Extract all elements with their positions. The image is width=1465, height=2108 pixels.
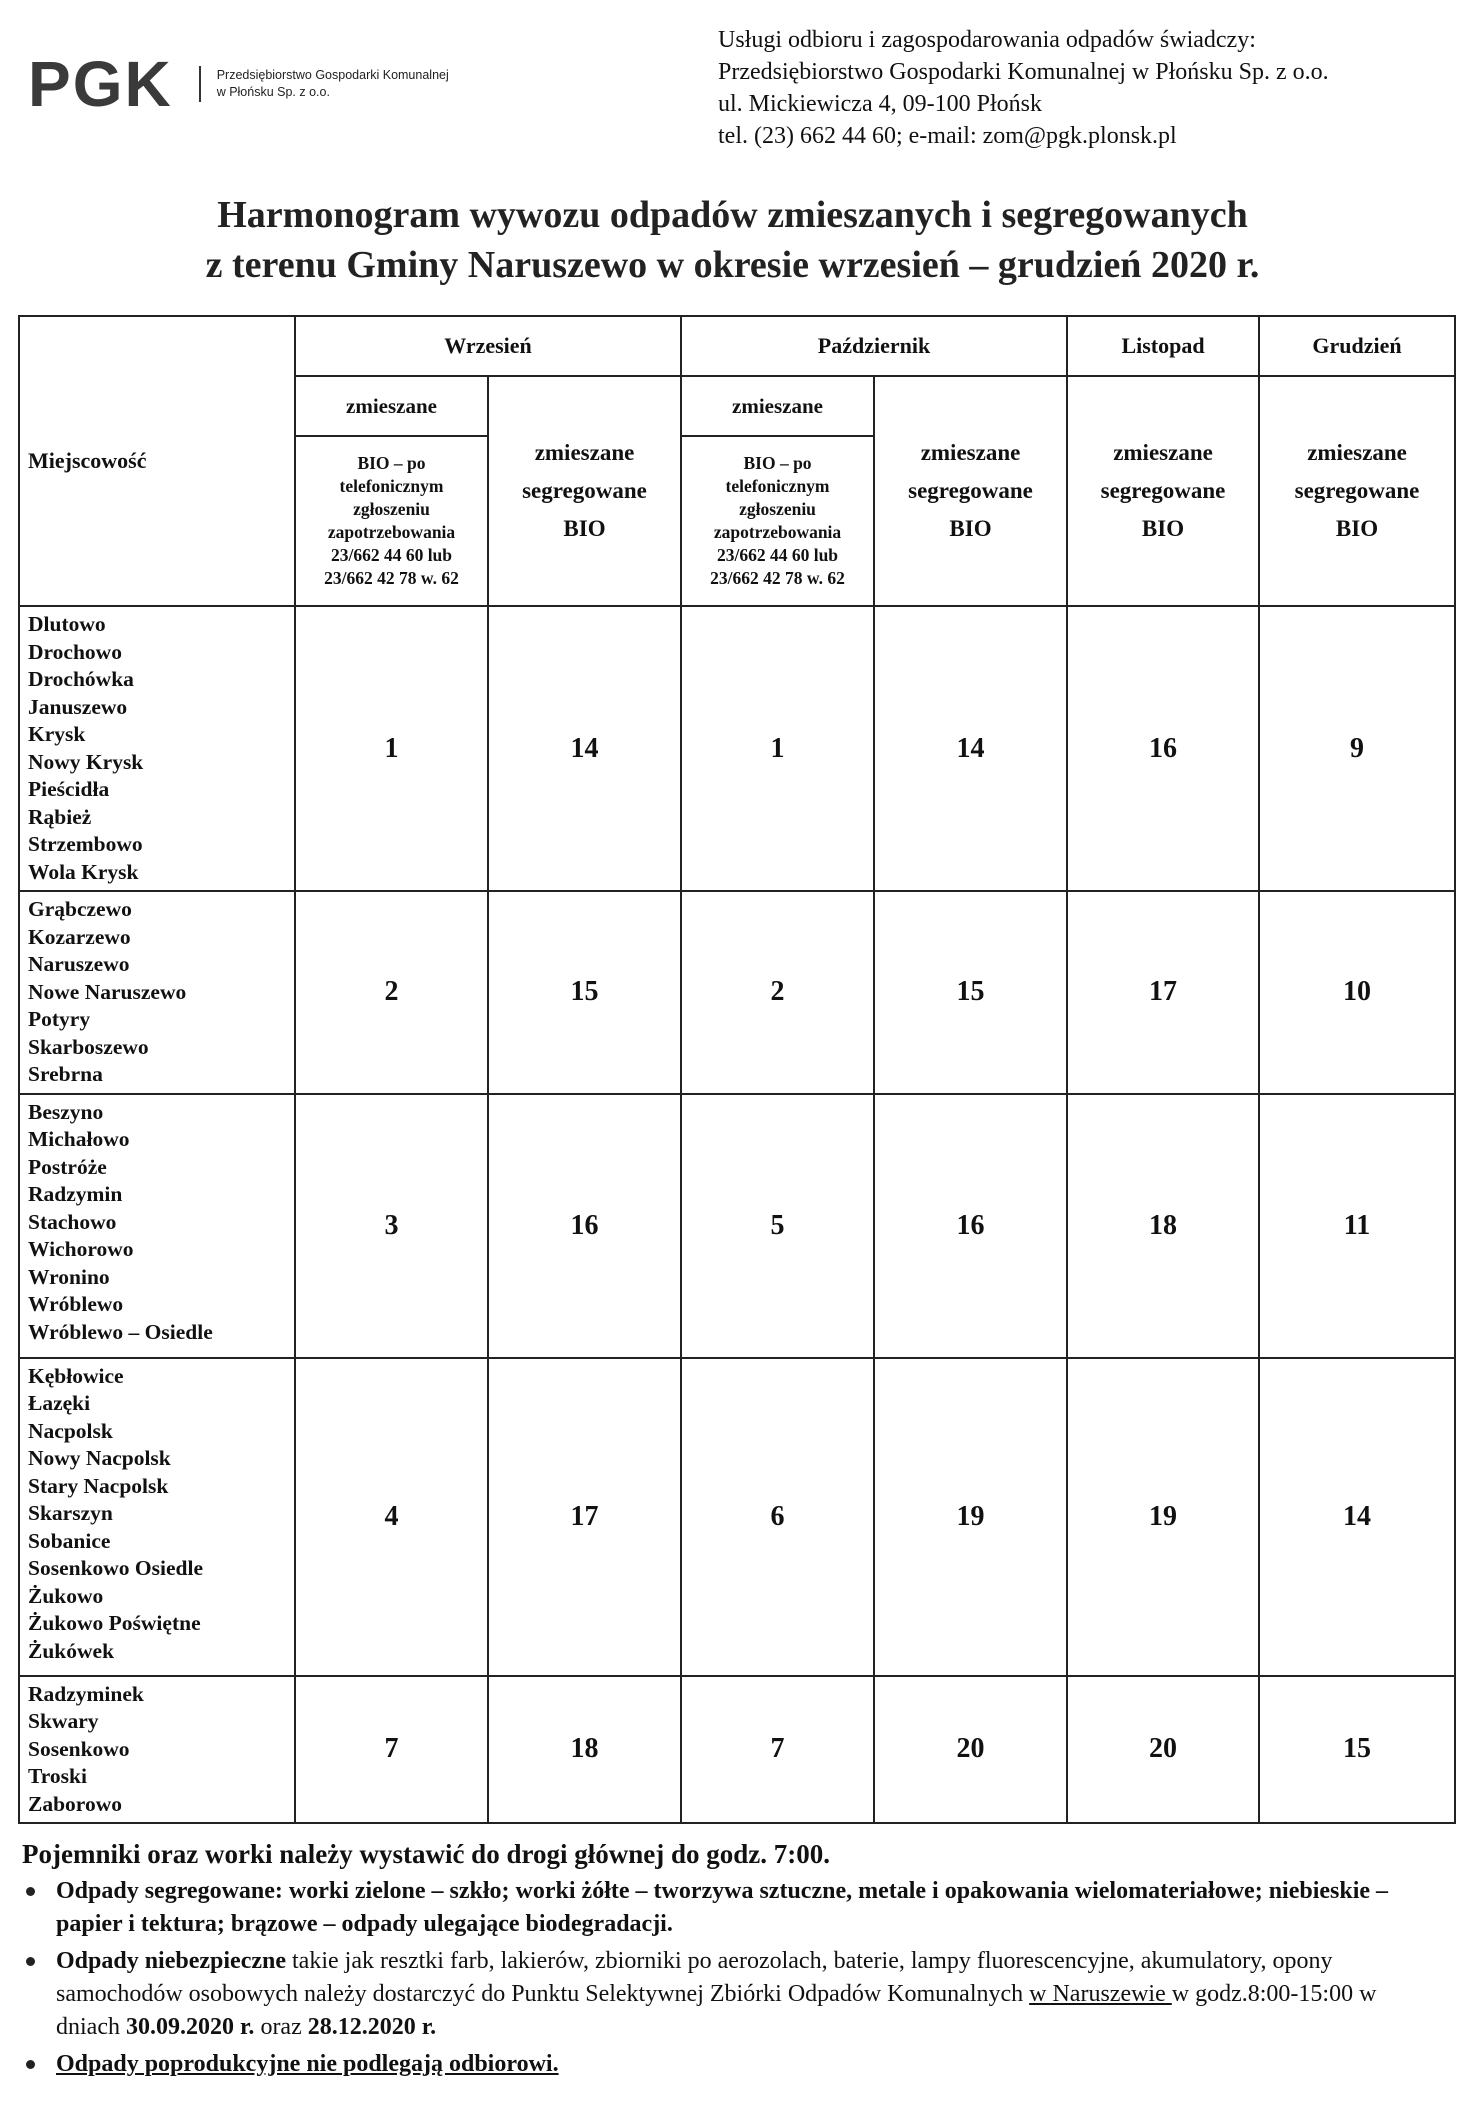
- place-name: Stary Nacpolsk: [28, 1473, 169, 1498]
- header-row-months: [19, 316, 1455, 376]
- date-cell: 15: [488, 891, 681, 1094]
- logo-mark: PGK: [28, 48, 173, 120]
- table-row: [19, 1358, 1455, 1676]
- place-name: Skarboszewo: [28, 1034, 149, 1059]
- note-hazardous-label: Odpady niebezpieczne: [56, 1948, 287, 1974]
- place-name: Nowy Krysk: [28, 749, 144, 774]
- bullet-icon: [26, 1887, 35, 1896]
- place-name: Łazęki: [28, 1391, 91, 1415]
- type-label: segregowane: [1100, 478, 1226, 503]
- date-cell: 15: [1259, 1676, 1455, 1824]
- place-name: Żukowo Poświętne: [28, 1611, 201, 1635]
- place-name: Beszyno: [28, 1099, 104, 1124]
- place-name: Sobanice: [28, 1528, 111, 1553]
- date-cell: 16: [1067, 606, 1259, 891]
- bio-note-line: zgłoszeniu: [353, 499, 430, 519]
- date-cell: 2: [295, 891, 488, 1094]
- date-cell: 20: [1067, 1676, 1259, 1824]
- place-name: Wola Krysk: [28, 859, 139, 884]
- note-hazardous-place: w Naruszewie: [1029, 1981, 1172, 2007]
- note-hazardous-text-a: takie jak resztki farb, lakierów, zbiorniki po aerozolach, baterie, lampy fluorescencyjne, akumulatory, opony samochodów osobowych należy dostarczyć do Punktu Selektywnej Zbiórki Odpadów Komunalnych: [56, 1948, 1333, 2007]
- month-header-september: Wrzesień: [295, 316, 681, 376]
- bullet-icon: [26, 1957, 35, 1966]
- contact-line-3: ul. Mickiewicza 4, 09-100 Płońsk: [718, 91, 1042, 117]
- month-header-november: Listopad: [1067, 316, 1259, 376]
- place-name: Kozarzewo: [28, 924, 131, 949]
- place-name: Sosenkowo Osiedle: [28, 1556, 204, 1580]
- notes-lead: Pojemniki oraz worki należy wystawić do drogi głównej do godz. 7:00.: [22, 1839, 830, 1869]
- schedule-table: [18, 315, 1456, 1824]
- place-name: Naruszewo: [28, 952, 130, 976]
- date-cell: 5: [681, 1094, 874, 1358]
- month-header-october: Październik: [681, 316, 1067, 376]
- places-cell: [19, 1094, 295, 1358]
- date-cell: 10: [1259, 891, 1455, 1094]
- bio-note-line: telefonicznym: [339, 476, 444, 496]
- type-label: BIO: [1141, 516, 1185, 541]
- type-label: segregowane: [908, 478, 1033, 503]
- date-cell: 18: [488, 1676, 681, 1824]
- logo-line-2: w Płońsku Sp. z o.o.: [216, 85, 330, 99]
- date-cell: 3: [295, 1094, 488, 1358]
- type-label: zmieszane: [534, 440, 635, 465]
- type-label: zmieszane: [1113, 440, 1213, 465]
- place-name: Skarszyn: [28, 1501, 113, 1525]
- place-name: Kębłowice: [28, 1363, 124, 1388]
- date-cell: 14: [1259, 1358, 1455, 1676]
- note-hazardous-text-b: w godz.8:00-15:00 w dniach: [56, 1981, 1377, 2040]
- date-cell: 15: [874, 891, 1067, 1094]
- date-cell: 11: [1259, 1094, 1455, 1358]
- bio-note-line: 23/662 44 60 lub: [716, 545, 839, 565]
- note-segregated-text: Odpady segregowane: worki zielone – szkło; worki żółte – tworzywa sztuczne, metale i opakowania wielomateriałowe; niebieskie – papier i tektura; brązowe – odpady ulegające biodegradacji.: [56, 1878, 1389, 1937]
- places-cell: [19, 606, 295, 891]
- contact-line-4: tel. (23) 662 44 60; e-mail: zom@pgk.plonsk.pl: [718, 123, 1177, 149]
- table-row: [19, 606, 1455, 891]
- place-name: Postróże: [28, 1154, 107, 1179]
- bio-note-line: zgłoszeniu: [739, 499, 816, 519]
- place-name: Skwary: [28, 1709, 99, 1733]
- place-name: Srebrna: [28, 1062, 103, 1086]
- date-cell: 14: [488, 606, 681, 891]
- note-segregated: [56, 1875, 1442, 1941]
- bio-note-line: zapotrzebowania: [713, 522, 842, 542]
- date-cell: 14: [874, 606, 1067, 891]
- date-cell: 4: [295, 1358, 488, 1676]
- bio-note-line: telefonicznym: [725, 476, 830, 496]
- place-name: Strzembowo: [28, 832, 143, 856]
- bio-note-line: BIO – po: [743, 453, 812, 473]
- place-name: Wichorowo: [28, 1237, 134, 1261]
- place-name: Wronino: [28, 1264, 110, 1289]
- date-cell: 1: [295, 606, 488, 891]
- place-name: Wróblewo – Osiedle: [28, 1319, 213, 1344]
- place-name: Michałowo: [28, 1127, 130, 1151]
- type-label: zmieszane: [1307, 440, 1407, 465]
- bio-note-september: [295, 436, 488, 606]
- types-header-december: [1259, 376, 1455, 606]
- place-name: Nacpolsk: [28, 1418, 113, 1443]
- places-cell: [19, 1358, 295, 1676]
- note-hazardous: [56, 1945, 1442, 2044]
- place-name: Potyry: [28, 1007, 91, 1031]
- type-label: BIO: [949, 516, 992, 541]
- mixed-subheader-september: zmieszane: [295, 376, 488, 436]
- place-name: Wróblewo: [28, 1292, 124, 1316]
- place-name: Sosenkowo: [28, 1736, 130, 1761]
- types-header-october: [874, 376, 1067, 606]
- date-cell: 7: [295, 1676, 488, 1824]
- place-name: Radzymin: [28, 1182, 123, 1206]
- place-name: Krysk: [28, 722, 86, 746]
- table-row: [19, 1676, 1455, 1824]
- type-label: BIO: [563, 516, 606, 541]
- title-line-2: z terenu Gminy Naruszewo w okresie wrzesień – grudzień 2020 r.: [205, 244, 1260, 286]
- date-cell: 18: [1067, 1094, 1259, 1358]
- contact-line-2: Przedsiębiorstwo Gospodarki Komunalnej w Płońsku Sp. z o.o.: [718, 59, 1329, 85]
- date-cell: 19: [1067, 1358, 1259, 1676]
- place-name: Żukowo: [28, 1583, 104, 1608]
- logo-divider: [199, 66, 201, 102]
- date-cell: 20: [874, 1676, 1067, 1824]
- bio-note-october: [681, 436, 874, 606]
- schedule-body: [19, 606, 1455, 1823]
- place-name: Grąbczewo: [28, 897, 132, 921]
- date-cell: 1: [681, 606, 874, 891]
- bio-note-line: BIO – po: [357, 453, 426, 473]
- month-header-december: Grudzień: [1259, 316, 1455, 376]
- type-label: BIO: [1335, 516, 1379, 541]
- logo-text: [217, 67, 449, 101]
- document-title: [0, 190, 1465, 290]
- type-label: segregowane: [1294, 478, 1420, 503]
- date-cell: 16: [488, 1094, 681, 1358]
- place-name: Januszewo: [28, 694, 128, 719]
- date-cell: 6: [681, 1358, 874, 1676]
- note-production-waste: [56, 2048, 1442, 2081]
- place-name: Rąbież: [28, 804, 92, 829]
- place-name: Pieścidła: [28, 777, 110, 801]
- place-name: Stachowo: [28, 1209, 117, 1234]
- place-name: Dlutowo: [28, 612, 106, 636]
- note-production-waste-text: Odpady poprodukcyjne nie podlegają odbiorowi.: [56, 2051, 559, 2077]
- table-row: [19, 891, 1455, 1094]
- date-cell: 2: [681, 891, 874, 1094]
- bio-note-line: zapotrzebowania: [327, 522, 456, 542]
- date-cell: 7: [681, 1676, 874, 1824]
- mixed-subheader-october: zmieszane: [681, 376, 874, 436]
- type-label: zmieszane: [920, 440, 1021, 465]
- type-label: segregowane: [522, 478, 647, 503]
- notes-list: [22, 1875, 1442, 2081]
- contact-line-1: Usługi odbioru i zagospodarowania odpadów świadczy:: [718, 27, 1256, 53]
- logo-line-1: Przedsiębiorstwo Gospodarki Komunalnej: [216, 68, 449, 82]
- note-hazardous-text-c: oraz: [254, 2014, 308, 2040]
- note-hazardous-date-1: 30.09.2020 r.: [125, 2014, 255, 2040]
- date-cell: 17: [1067, 891, 1259, 1094]
- places-cell: [19, 1676, 295, 1824]
- bullet-icon: [26, 2060, 35, 2069]
- place-name: Żukówek: [28, 1638, 115, 1663]
- note-hazardous-date-2: 28.12.2020 r.: [307, 2014, 437, 2040]
- page-header: [0, 0, 1465, 180]
- notes-section: [22, 1838, 1442, 2085]
- pgk-logo: [28, 48, 449, 120]
- bio-note-line: 23/662 44 60 lub: [330, 545, 453, 565]
- place-name: Drochówka: [28, 667, 134, 691]
- bio-note-line: 23/662 42 78 w. 62: [324, 568, 459, 588]
- place-name: Zaborowo: [28, 1791, 122, 1816]
- contact-block: [718, 24, 1329, 152]
- date-cell: 19: [874, 1358, 1067, 1676]
- date-cell: 9: [1259, 606, 1455, 891]
- types-header-september: [488, 376, 681, 606]
- date-cell: 17: [488, 1358, 681, 1676]
- places-cell: [19, 891, 295, 1094]
- place-name: Drochowo: [28, 639, 122, 664]
- place-header: Miejscowość: [19, 316, 295, 606]
- place-name: Nowy Nacpolsk: [28, 1446, 171, 1470]
- bio-note-line: 23/662 42 78 w. 62: [710, 568, 845, 588]
- table-row: [19, 1094, 1455, 1358]
- date-cell: 16: [874, 1094, 1067, 1358]
- title-line-1: Harmonogram wywozu odpadów zmieszanych i segregowanych: [217, 194, 1248, 236]
- place-name: Nowe Naruszewo: [28, 979, 187, 1004]
- types-header-november: [1067, 376, 1259, 606]
- place-name: Troski: [28, 1764, 87, 1788]
- place-name: Radzyminek: [28, 1681, 144, 1706]
